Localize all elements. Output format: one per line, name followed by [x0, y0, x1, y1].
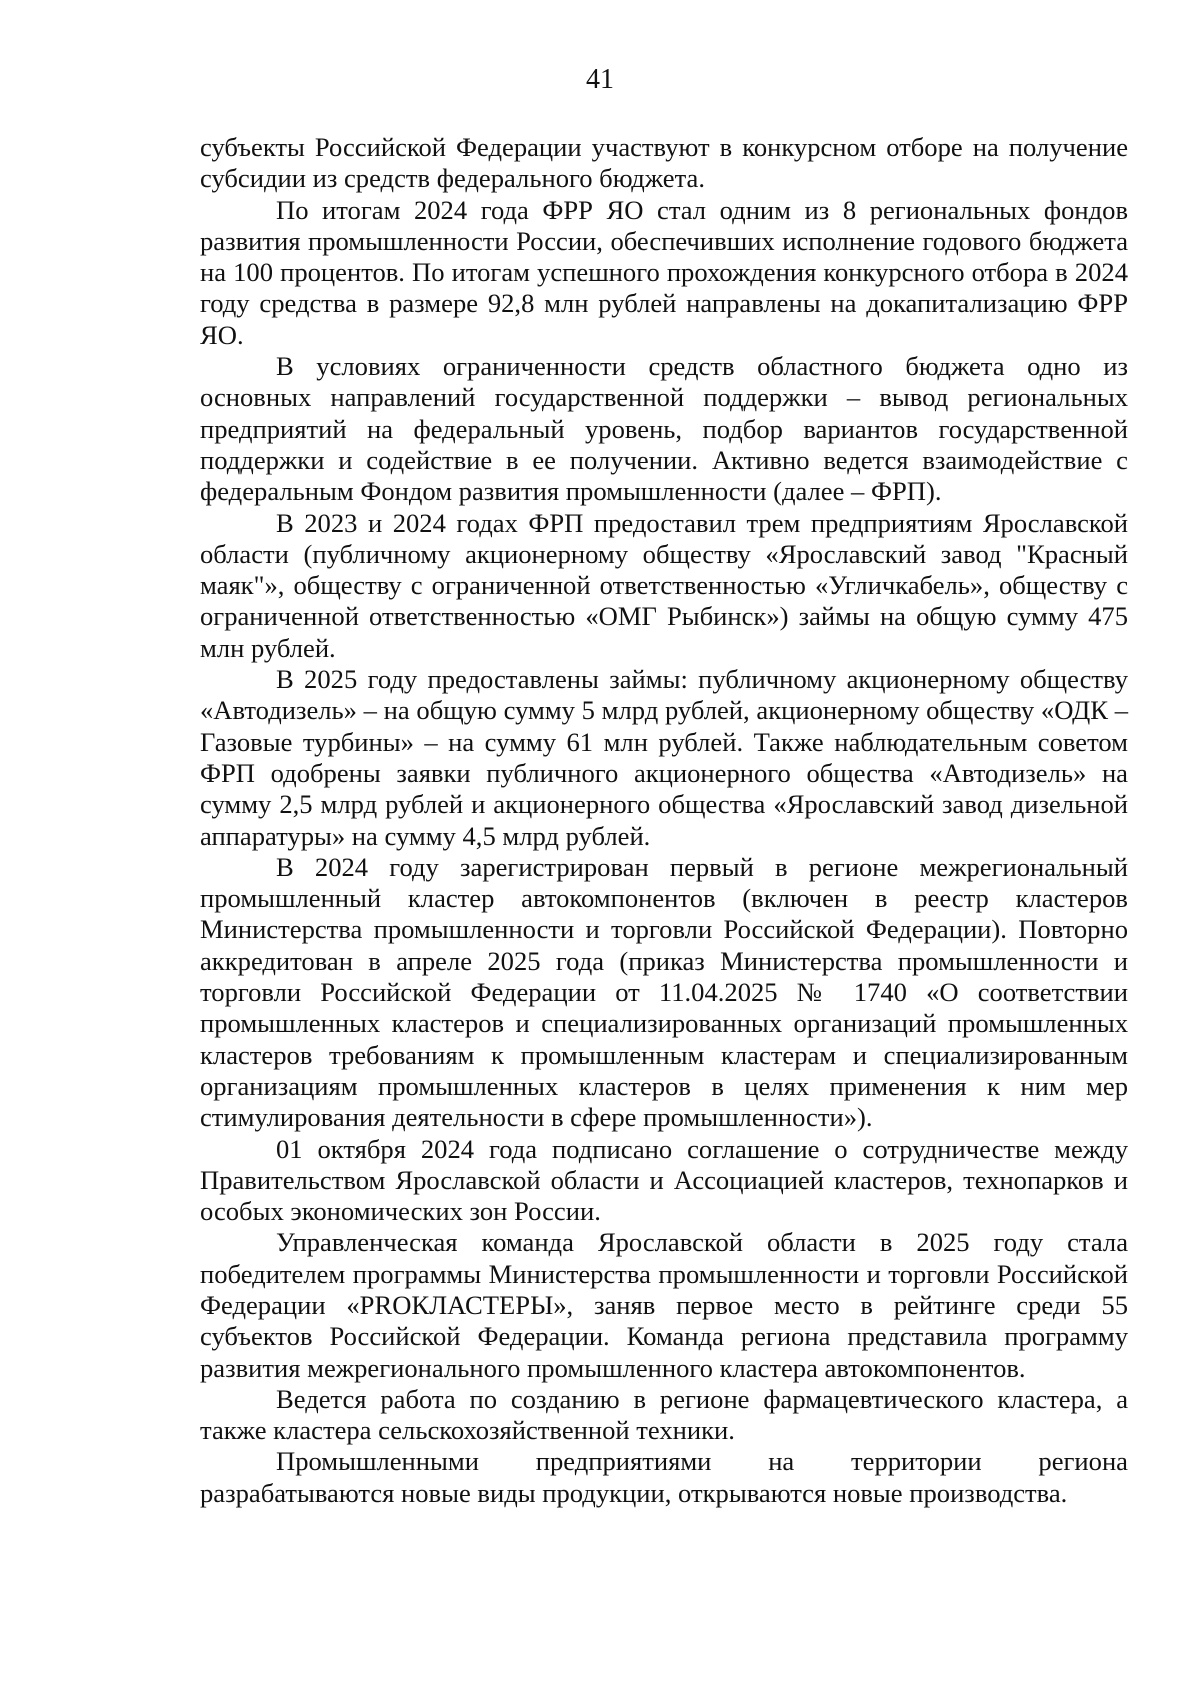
paragraph-loans-2025: В 2025 году предоставлены займы: публичному акционерному обществу «Автодизель» – на общую сумму 5 млрд рублей, акционерному обществу «ОДК – Газовые турбины» – на сумму 61 млн рублей. Также наблюдательным советом ФРП одобрены заявки публичного акционерного общества «Автодизель» на сумму 2,5 млрд рублей и акционерного общества «Ярославский завод дизельной аппаратуры» на сумму 4,5 млрд рублей. [200, 664, 1128, 851]
paragraph-auto-cluster: В 2024 году зарегистрирован первый в регионе межрегиональный промышленный кластер автокомпонентов (включен в реестр кластеров Министерства промышленности и торговли Российской Федерации). Повторно аккредитован в апреле 2025 года (приказ Министерства промышленности и торговли Российской Федерации от 11.04.2025 № 1740 «О соответствии промышленных кластеров и специализированных организаций промышленных кластеров требованиям к промышленным кластерам и специализированным организациям промышленных кластеров в целях применения к ним мер стимулирования деятельности в сфере промышленности»). [200, 851, 1128, 1133]
paragraph-frr-budget: По итогам 2024 года ФРР ЯО стал одним из 8 региональных фондов развития промышленности России, обеспечивших исполнение годового бюджета на 100 процентов. По итогам успешного прохождения конкурсного отбора в 2024 году средства в размере 92,8 млн рублей направлены на докапитализацию ФРР ЯО. [200, 194, 1128, 350]
paragraph-continuation: субъекты Российской Федерации участвуют в конкурсном отборе на получение субсидии из средств федерального бюджета. [200, 132, 1128, 194]
page-number: 41 [586, 64, 614, 95]
paragraph-new-products: Промышленными предприятиями на территории региона разрабатываются новые виды продукции, открываются новые производства. [200, 1446, 1128, 1508]
paragraph-pharma-cluster: Ведется работа по созданию в регионе фармацевтического кластера, а также кластера сельскохозяйственной техники. [200, 1383, 1128, 1446]
paragraph-cooperation-agreement: 01 октября 2024 года подписано соглашение о сотрудничестве между Правительством Ярославской области и Ассоциацией кластеров, технопарков и особых экономических зон России. [200, 1133, 1128, 1227]
body-text [200, 132, 1128, 1509]
paragraph-proclusters: Управленческая команда Ярославской области в 2025 году стала победителем программы Министерства промышленности и торговли Российской Федерации «PROКЛАСТЕРЫ», заняв первое место в рейтинге среди 55 субъектов Российской Федерации. Команда региона представила программу развития межрегионального промышленного кластера автокомпонентов. [200, 1227, 1128, 1383]
paragraph-loans-2023-2024: В 2023 и 2024 годах ФРП предоставил трем предприятиям Ярославской области (публичному акционерному обществу «Ярославский завод "Красный маяк"», обществу с ограниченной ответственностью «Угличкабель», обществу с ограниченной ответственностью «ОМГ Рыбинск») займы на общую сумму 475 млн рублей. [200, 507, 1128, 663]
paragraph-federal-support: В условиях ограниченности средств областного бюджета одно из основных направлений государственной поддержки – вывод региональных предприятий на федеральный уровень, подбор вариантов государственной поддержки и содействие в ее получении. Активно ведется взаимодействие с федеральным Фондом развития промышленности (далее – ФРП). [200, 351, 1128, 507]
